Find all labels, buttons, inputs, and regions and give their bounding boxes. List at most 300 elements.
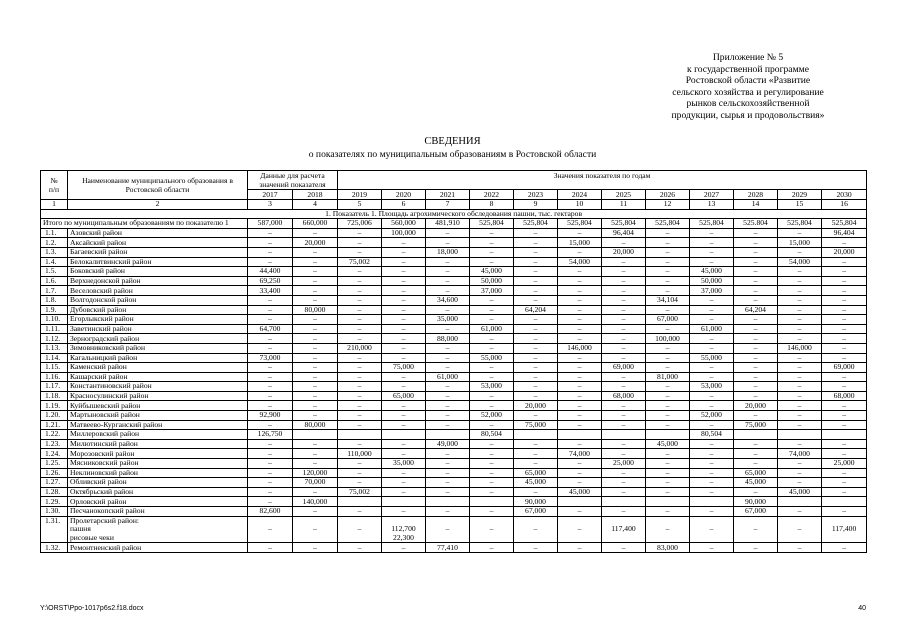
district-name: Зерноградский район	[68, 334, 248, 344]
table-row	[41, 543, 867, 553]
value-cell: –	[602, 420, 646, 430]
indicators-table	[40, 170, 867, 553]
value-cell: –	[822, 238, 867, 248]
table-row	[41, 420, 867, 430]
value-cell: –	[734, 439, 778, 449]
value-cell: –	[602, 487, 646, 497]
value-cell: –	[293, 449, 338, 459]
header-year: 2024	[558, 190, 602, 200]
district-name: Веселовский район	[68, 286, 248, 296]
table-row	[41, 439, 867, 449]
table-row	[41, 238, 867, 248]
column-number: 7	[426, 200, 470, 210]
value-cell	[822, 497, 867, 507]
value-cell: –	[734, 343, 778, 353]
appendix-block	[633, 52, 863, 122]
table-row	[41, 401, 867, 411]
value-cell: 90,000	[514, 497, 558, 507]
column-number: 10	[558, 200, 602, 210]
value-cell	[646, 534, 690, 543]
value-cell: –	[248, 487, 293, 497]
value-cell: –	[382, 257, 426, 267]
value-cell: –	[778, 276, 822, 286]
value-cell: –	[602, 411, 646, 421]
value-cell: –	[382, 507, 426, 517]
value-cell: 15,000	[778, 238, 822, 248]
value-cell: –	[514, 382, 558, 392]
value-cell: 37,000	[470, 286, 514, 296]
value-cell: 90,000	[734, 497, 778, 507]
district-name: Миллеровский район	[68, 430, 248, 440]
value-cell: 69,000	[822, 363, 867, 373]
district-name: Белокалитвинский район	[68, 257, 248, 267]
value-cell: –	[426, 411, 470, 421]
value-cell	[558, 516, 602, 525]
value-cell: –	[558, 391, 602, 401]
value-cell: –	[690, 305, 734, 315]
value-cell: –	[646, 459, 690, 469]
value-cell: –	[514, 295, 558, 305]
value-cell: 20,000	[514, 401, 558, 411]
value-cell: –	[558, 411, 602, 421]
value-cell: 525,804	[778, 219, 822, 229]
value-cell: –	[778, 543, 822, 553]
value-cell: 83,000	[646, 543, 690, 553]
value-cell: –	[646, 228, 690, 238]
value-cell: –	[338, 391, 382, 401]
value-cell: –	[734, 267, 778, 277]
value-cell: –	[514, 459, 558, 469]
value-cell: –	[426, 286, 470, 296]
value-cell: –	[514, 286, 558, 296]
value-cell: –	[426, 363, 470, 373]
value-cell: –	[293, 334, 338, 344]
district-name: Орловский район	[68, 497, 248, 507]
value-cell: 20,000	[602, 247, 646, 257]
table-row	[41, 507, 867, 517]
value-cell: –	[248, 247, 293, 257]
footer-page-number: 40	[858, 605, 866, 612]
value-cell: –	[382, 468, 426, 478]
value-cell: –	[690, 247, 734, 257]
district-name: Азовский район	[68, 228, 248, 238]
value-cell	[602, 516, 646, 525]
value-cell: –	[822, 315, 867, 325]
value-cell: –	[602, 267, 646, 277]
value-cell: –	[734, 487, 778, 497]
value-cell: –	[690, 334, 734, 344]
row-number: 1.23.	[41, 439, 68, 449]
district-name: Константиновский район	[68, 382, 248, 392]
row-number: 1.1.	[41, 228, 68, 238]
row-number: 1.22.	[41, 430, 68, 440]
value-cell	[734, 534, 778, 543]
value-cell: –	[734, 543, 778, 553]
table-row	[41, 324, 867, 334]
value-cell: –	[426, 507, 470, 517]
value-cell: –	[426, 449, 470, 459]
value-cell: 45,000	[690, 267, 734, 277]
value-cell: –	[778, 315, 822, 325]
value-cell: –	[248, 343, 293, 353]
value-cell: –	[558, 459, 602, 469]
value-cell: –	[470, 478, 514, 488]
value-cell: –	[646, 507, 690, 517]
row-number: 1.6.	[41, 276, 68, 286]
value-cell: –	[248, 305, 293, 315]
table-row	[41, 516, 867, 525]
value-cell: 55,000	[690, 353, 734, 363]
value-cell	[558, 534, 602, 543]
value-cell: –	[470, 257, 514, 267]
table-row	[41, 468, 867, 478]
value-cell: 45,000	[734, 478, 778, 488]
value-cell: –	[514, 334, 558, 344]
district-name: Кагальницкий район	[68, 353, 248, 363]
value-cell: 64,204	[734, 305, 778, 315]
value-cell: –	[646, 487, 690, 497]
value-cell: –	[470, 449, 514, 459]
value-cell	[822, 534, 867, 543]
value-cell: –	[602, 324, 646, 334]
value-cell: –	[822, 276, 867, 286]
value-cell: 525,804	[690, 219, 734, 229]
value-cell: –	[514, 449, 558, 459]
table-row	[41, 534, 867, 543]
value-cell	[558, 497, 602, 507]
value-cell: –	[558, 228, 602, 238]
value-cell: –	[293, 276, 338, 286]
district-name: Зимовниковский район	[68, 343, 248, 353]
value-cell: –	[778, 439, 822, 449]
value-cell: –	[338, 324, 382, 334]
value-cell	[470, 516, 514, 525]
value-cell: –	[470, 391, 514, 401]
value-cell: 67,000	[646, 315, 690, 325]
row-number: 1.2.	[41, 238, 68, 248]
column-number: 9	[514, 200, 558, 210]
value-cell: 117,400	[822, 525, 867, 534]
value-cell: –	[514, 391, 558, 401]
value-cell: –	[338, 363, 382, 373]
document-subtitle: о показателях по муниципальным образованиям в Ростовской области	[308, 149, 597, 160]
value-cell: –	[382, 449, 426, 459]
district-name: Обливский район	[68, 478, 248, 488]
header-year-values: Значения показателя по годам	[338, 171, 867, 190]
value-cell: –	[822, 401, 867, 411]
value-cell: –	[338, 247, 382, 257]
value-cell: –	[470, 295, 514, 305]
value-cell	[248, 516, 293, 525]
value-cell: –	[382, 343, 426, 353]
value-cell: –	[470, 363, 514, 373]
value-cell: –	[602, 543, 646, 553]
value-cell	[690, 516, 734, 525]
value-cell: 50,000	[690, 276, 734, 286]
value-cell: –	[558, 247, 602, 257]
appendix-line: к государственной программе	[687, 63, 809, 75]
value-cell: –	[338, 478, 382, 488]
value-cell	[778, 497, 822, 507]
value-cell: –	[248, 420, 293, 430]
value-cell: –	[248, 228, 293, 238]
value-cell: 45,000	[514, 478, 558, 488]
value-cell: –	[822, 372, 867, 382]
value-cell: 92,900	[248, 411, 293, 421]
value-cell	[338, 534, 382, 543]
value-cell: –	[382, 238, 426, 248]
value-cell: 80,000	[293, 305, 338, 315]
value-cell: –	[558, 439, 602, 449]
value-cell: –	[338, 420, 382, 430]
value-cell: –	[690, 459, 734, 469]
value-cell: 65,000	[382, 391, 426, 401]
value-cell: –	[470, 543, 514, 553]
value-cell: –	[338, 238, 382, 248]
value-cell: 96,404	[602, 228, 646, 238]
value-cell: –	[382, 439, 426, 449]
row-number: 1.3.	[41, 247, 68, 257]
value-cell: –	[248, 238, 293, 248]
value-cell: –	[778, 267, 822, 277]
header-year: 2017	[248, 190, 293, 200]
total-row	[41, 219, 867, 229]
value-cell: –	[734, 449, 778, 459]
value-cell: –	[470, 247, 514, 257]
row-number: 1.13.	[41, 343, 68, 353]
header-year: 2021	[426, 190, 470, 200]
value-cell: –	[248, 468, 293, 478]
value-cell: –	[558, 507, 602, 517]
value-cell: –	[646, 363, 690, 373]
row-number: 1.24.	[41, 449, 68, 459]
value-cell: –	[248, 459, 293, 469]
value-cell: –	[558, 295, 602, 305]
value-cell: –	[514, 411, 558, 421]
value-cell: –	[602, 315, 646, 325]
value-cell: –	[248, 257, 293, 267]
table-row	[41, 315, 867, 325]
value-cell: –	[293, 411, 338, 421]
value-cell: –	[602, 295, 646, 305]
value-cell: –	[602, 449, 646, 459]
value-cell: –	[778, 372, 822, 382]
row-number: 1.12.	[41, 334, 68, 344]
value-cell: –	[558, 267, 602, 277]
value-cell: 25,000	[602, 459, 646, 469]
value-cell: 74,000	[778, 449, 822, 459]
value-cell: –	[690, 295, 734, 305]
value-cell: 75,002	[338, 487, 382, 497]
value-cell: –	[514, 543, 558, 553]
value-cell: 146,000	[558, 343, 602, 353]
value-cell: –	[248, 497, 293, 507]
row-number: 1.25.	[41, 459, 68, 469]
value-cell: 64,700	[248, 324, 293, 334]
value-cell: –	[778, 305, 822, 315]
value-cell: –	[778, 468, 822, 478]
value-cell: 100,000	[646, 334, 690, 344]
value-cell: –	[248, 391, 293, 401]
value-cell: 587,000	[248, 219, 293, 229]
value-cell: –	[690, 238, 734, 248]
value-cell: –	[690, 315, 734, 325]
value-cell: –	[293, 372, 338, 382]
value-cell: 75,000	[514, 420, 558, 430]
value-cell: –	[778, 353, 822, 363]
row-number: 1.31.	[41, 516, 68, 543]
column-number: 12	[646, 200, 690, 210]
value-cell: 126,750	[248, 430, 293, 440]
value-cell: –	[734, 257, 778, 267]
header-name: Наименование муниципального образования в Ростовской области	[68, 171, 248, 200]
value-cell: 525,804	[602, 219, 646, 229]
district-name: Красносулинский район	[68, 391, 248, 401]
value-cell: –	[602, 401, 646, 411]
value-cell: –	[690, 478, 734, 488]
value-cell: –	[470, 305, 514, 315]
row-number: 1.8.	[41, 295, 68, 305]
value-cell: –	[602, 507, 646, 517]
value-cell: –	[293, 286, 338, 296]
value-cell: –	[293, 257, 338, 267]
table-row	[41, 525, 867, 534]
value-cell: –	[514, 353, 558, 363]
column-number: 1	[41, 200, 68, 210]
value-cell: –	[514, 238, 558, 248]
value-cell: –	[338, 315, 382, 325]
header-year: 2019	[338, 190, 382, 200]
value-cell: –	[602, 478, 646, 488]
value-cell: 67,000	[514, 507, 558, 517]
value-cell: –	[778, 228, 822, 238]
value-cell: –	[778, 525, 822, 534]
value-cell	[338, 516, 382, 525]
value-cell: 73,000	[248, 353, 293, 363]
district-name: Боковский район	[68, 267, 248, 277]
value-cell: 35,000	[426, 315, 470, 325]
value-cell	[514, 534, 558, 543]
value-cell: –	[558, 525, 602, 534]
value-cell	[293, 430, 338, 440]
table-row	[41, 382, 867, 392]
value-cell: –	[293, 507, 338, 517]
row-number: 1.14.	[41, 353, 68, 363]
table-row	[41, 411, 867, 421]
value-cell: 49,000	[426, 439, 470, 449]
value-cell: 88,000	[426, 334, 470, 344]
value-cell: –	[734, 525, 778, 534]
value-cell	[293, 516, 338, 525]
value-cell: –	[734, 353, 778, 363]
value-cell	[778, 516, 822, 525]
value-cell: –	[338, 507, 382, 517]
value-cell: 525,804	[470, 219, 514, 229]
value-cell: –	[293, 363, 338, 373]
value-cell: –	[338, 286, 382, 296]
row-number: 1.15.	[41, 363, 68, 373]
value-cell: –	[426, 343, 470, 353]
value-cell: –	[470, 507, 514, 517]
value-cell: 67,000	[734, 507, 778, 517]
value-cell: –	[338, 543, 382, 553]
value-cell: –	[558, 324, 602, 334]
value-cell: –	[778, 334, 822, 344]
value-cell: –	[382, 543, 426, 553]
value-cell: –	[248, 543, 293, 553]
value-cell: 117,400	[602, 525, 646, 534]
value-cell: –	[602, 257, 646, 267]
value-cell: –	[558, 315, 602, 325]
value-cell: –	[690, 420, 734, 430]
value-cell: –	[778, 247, 822, 257]
column-number: 5	[338, 200, 382, 210]
value-cell: –	[514, 487, 558, 497]
value-cell: –	[690, 343, 734, 353]
value-cell: –	[690, 372, 734, 382]
value-cell: 33,400	[248, 286, 293, 296]
value-cell: –	[822, 478, 867, 488]
value-cell: –	[514, 343, 558, 353]
value-cell: –	[248, 363, 293, 373]
value-cell: –	[382, 401, 426, 411]
column-numbers-row	[41, 200, 867, 210]
value-cell: –	[338, 228, 382, 238]
value-cell: 61,000	[426, 372, 470, 382]
value-cell: 146,000	[778, 343, 822, 353]
value-cell: –	[382, 382, 426, 392]
value-cell: –	[293, 315, 338, 325]
section-title-row	[41, 209, 867, 219]
value-cell	[382, 430, 426, 440]
value-cell: –	[470, 315, 514, 325]
value-cell: 100,000	[382, 228, 426, 238]
value-cell: –	[514, 276, 558, 286]
value-cell: –	[690, 507, 734, 517]
table-row	[41, 430, 867, 440]
value-cell: –	[470, 487, 514, 497]
value-cell: –	[822, 382, 867, 392]
value-cell: –	[382, 247, 426, 257]
value-cell: –	[690, 487, 734, 497]
value-cell: –	[293, 324, 338, 334]
value-cell: 70,000	[293, 478, 338, 488]
value-cell: –	[558, 420, 602, 430]
value-cell: –	[734, 247, 778, 257]
value-cell: –	[690, 363, 734, 373]
value-cell: –	[602, 343, 646, 353]
value-cell: –	[426, 353, 470, 363]
header-year: 2030	[822, 190, 867, 200]
value-cell: –	[690, 543, 734, 553]
value-cell: –	[514, 324, 558, 334]
row-number: 1.32.	[41, 543, 68, 553]
district-name: Песчанокопский район	[68, 507, 248, 517]
value-cell: 481,910	[426, 219, 470, 229]
district-name: Кашарский район	[68, 372, 248, 382]
value-cell: –	[734, 334, 778, 344]
value-cell: 110,000	[338, 449, 382, 459]
value-cell: –	[690, 439, 734, 449]
value-cell: –	[646, 324, 690, 334]
header-year: 2026	[646, 190, 690, 200]
header-year: 2018	[293, 190, 338, 200]
district-name: Верхнедонской район	[68, 276, 248, 286]
value-cell	[514, 516, 558, 525]
district-name: Морозовский район	[68, 449, 248, 459]
value-cell: –	[338, 334, 382, 344]
row-number: 1.26.	[41, 468, 68, 478]
